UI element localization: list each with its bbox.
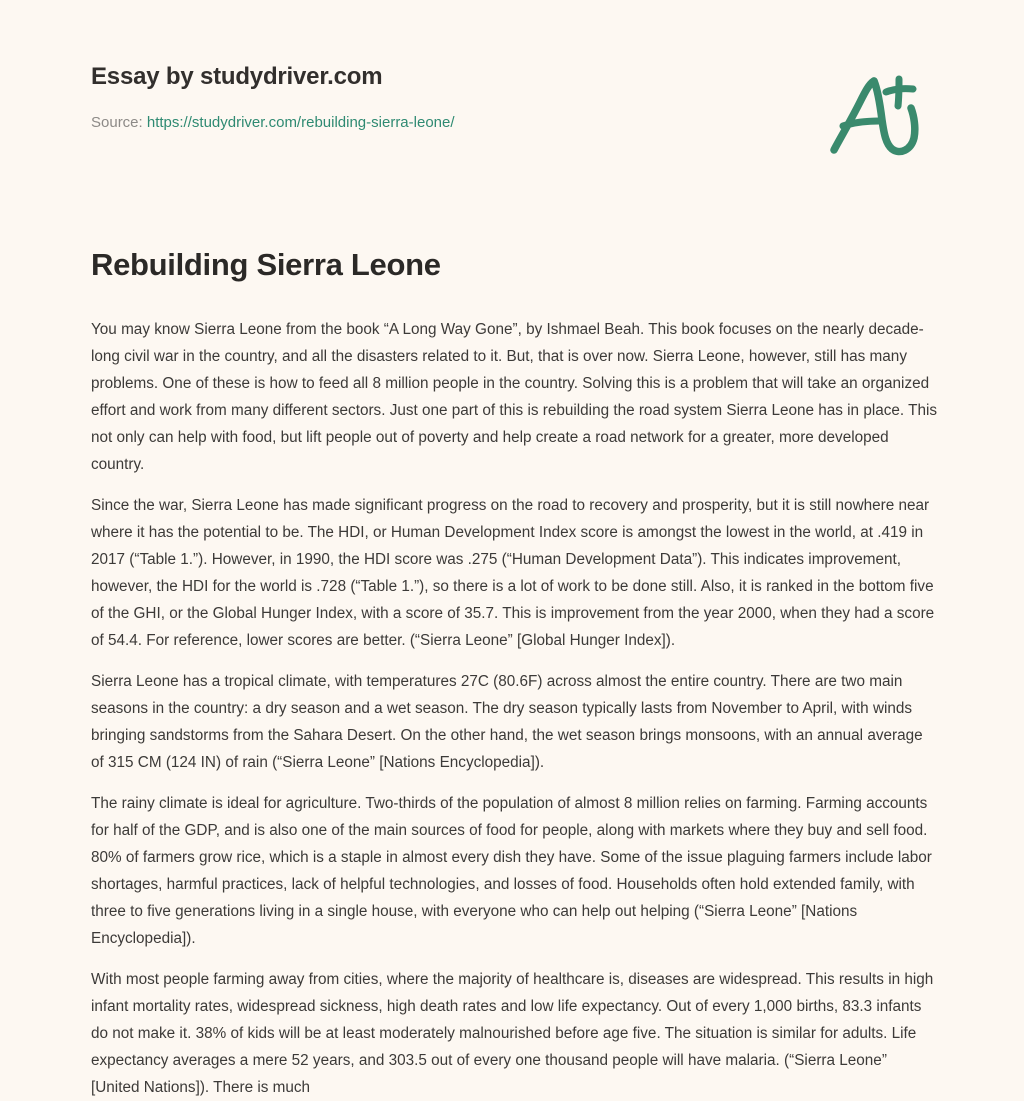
paragraph: Sierra Leone has a tropical climate, with temperatures 27C (80.6F) across almost the entire country. There are two main seasons in the country: a dry season and a wet season. The dry season typically lasts from November to April, with winds bringing sandstorms from the Sahara Desert. On the other hand, the wet season brings monsoons, with an annual average of 315 CM (124 IN) of rain (“Sierra Leone” [Nations Encyclopedia]).: [91, 673, 923, 771]
paragraph: The rainy climate is ideal for agriculture. Two-thirds of the population of almost 8 million relies on farming. Farming accounts for half of the GDP, and is also one of the main sources of food for people, along with markets where they buy and sell food. 80% of farmers grow rice, which is a staple in almost every dish they have. Some of the issue plaguing farmers include labor shortages, harmful practices, lack of helpful technologies, and losses of food. Households often hold extended family, with three to five generations living in a single house, with everyone who can help out helping (“Sierra Leone” [Nations Encyclopedia]).: [91, 795, 932, 947]
source-line: [91, 113, 933, 133]
page-title: Rebuilding Sierra Leone: [91, 247, 441, 282]
document-header: [91, 62, 933, 172]
essay-source-brand: Essay by studydriver.com: [91, 63, 383, 90]
a-plus-logo: [824, 64, 928, 168]
source-label: Source:: [91, 114, 143, 131]
paragraph: You may know Sierra Leone from the book “A Long Way Gone”, by Ishmael Beah. This book focuses on the nearly decade-long civil war in the country, and all the disasters related to it. But, that is over now. Sierra Leone, however, still has many problems. One of these is how to feed all 8 million people in the country. Solving this is a problem that will take an organized effort and work from many different sectors. Just one part of this is rebuilding the road system Sierra Leone has in place. This not only can help with food, but lift people out of poverty and help create a road network for a greater, more developed country.: [91, 321, 938, 473]
paragraph: With most people farming away from cities, where the majority of healthcare is, diseases are widespread. This results in high infant mortality rates, widespread sickness, high death rates and low life expectancy. Out of every 1,000 births, 83.3 infants do not make it. 38% of kids will be at least moderately malnourished before age five. The situation is similar for adults. Life expectancy averages a mere 52 years, and 303.5 out of every one thousand people will have malaria. (“Sierra Leone” [United Nations]). There is much: [91, 971, 934, 1096]
source-url-link[interactable]: https://studydriver.com/rebuilding-sierra-leone/: [146, 114, 455, 131]
paragraph: Since the war, Sierra Leone has made significant progress on the road to recovery and prosperity, but it is still nowhere near where it has the potential to be. The HDI, or Human Development Index score is amongst the lowest in the world, at .419 in 2017 (“Table 1.”). However, in 1990, the HDI score was .275 (“Human Development Data”). This indicates improvement, however, the HDI for the world is .728 (“Table 1.”), so there is a lot of work to be done still. Also, it is ranked in the bottom five of the GHI, or the Global Hunger Index, with a score of 35.7. This is improvement from the year 2000, when they had a score of 54.4. For reference, lower scores are better. (“Sierra Leone” [Global Hunger Index]).: [91, 497, 935, 649]
a-plus-logo-icon: [824, 64, 928, 168]
essay-body: [91, 316, 937, 1101]
